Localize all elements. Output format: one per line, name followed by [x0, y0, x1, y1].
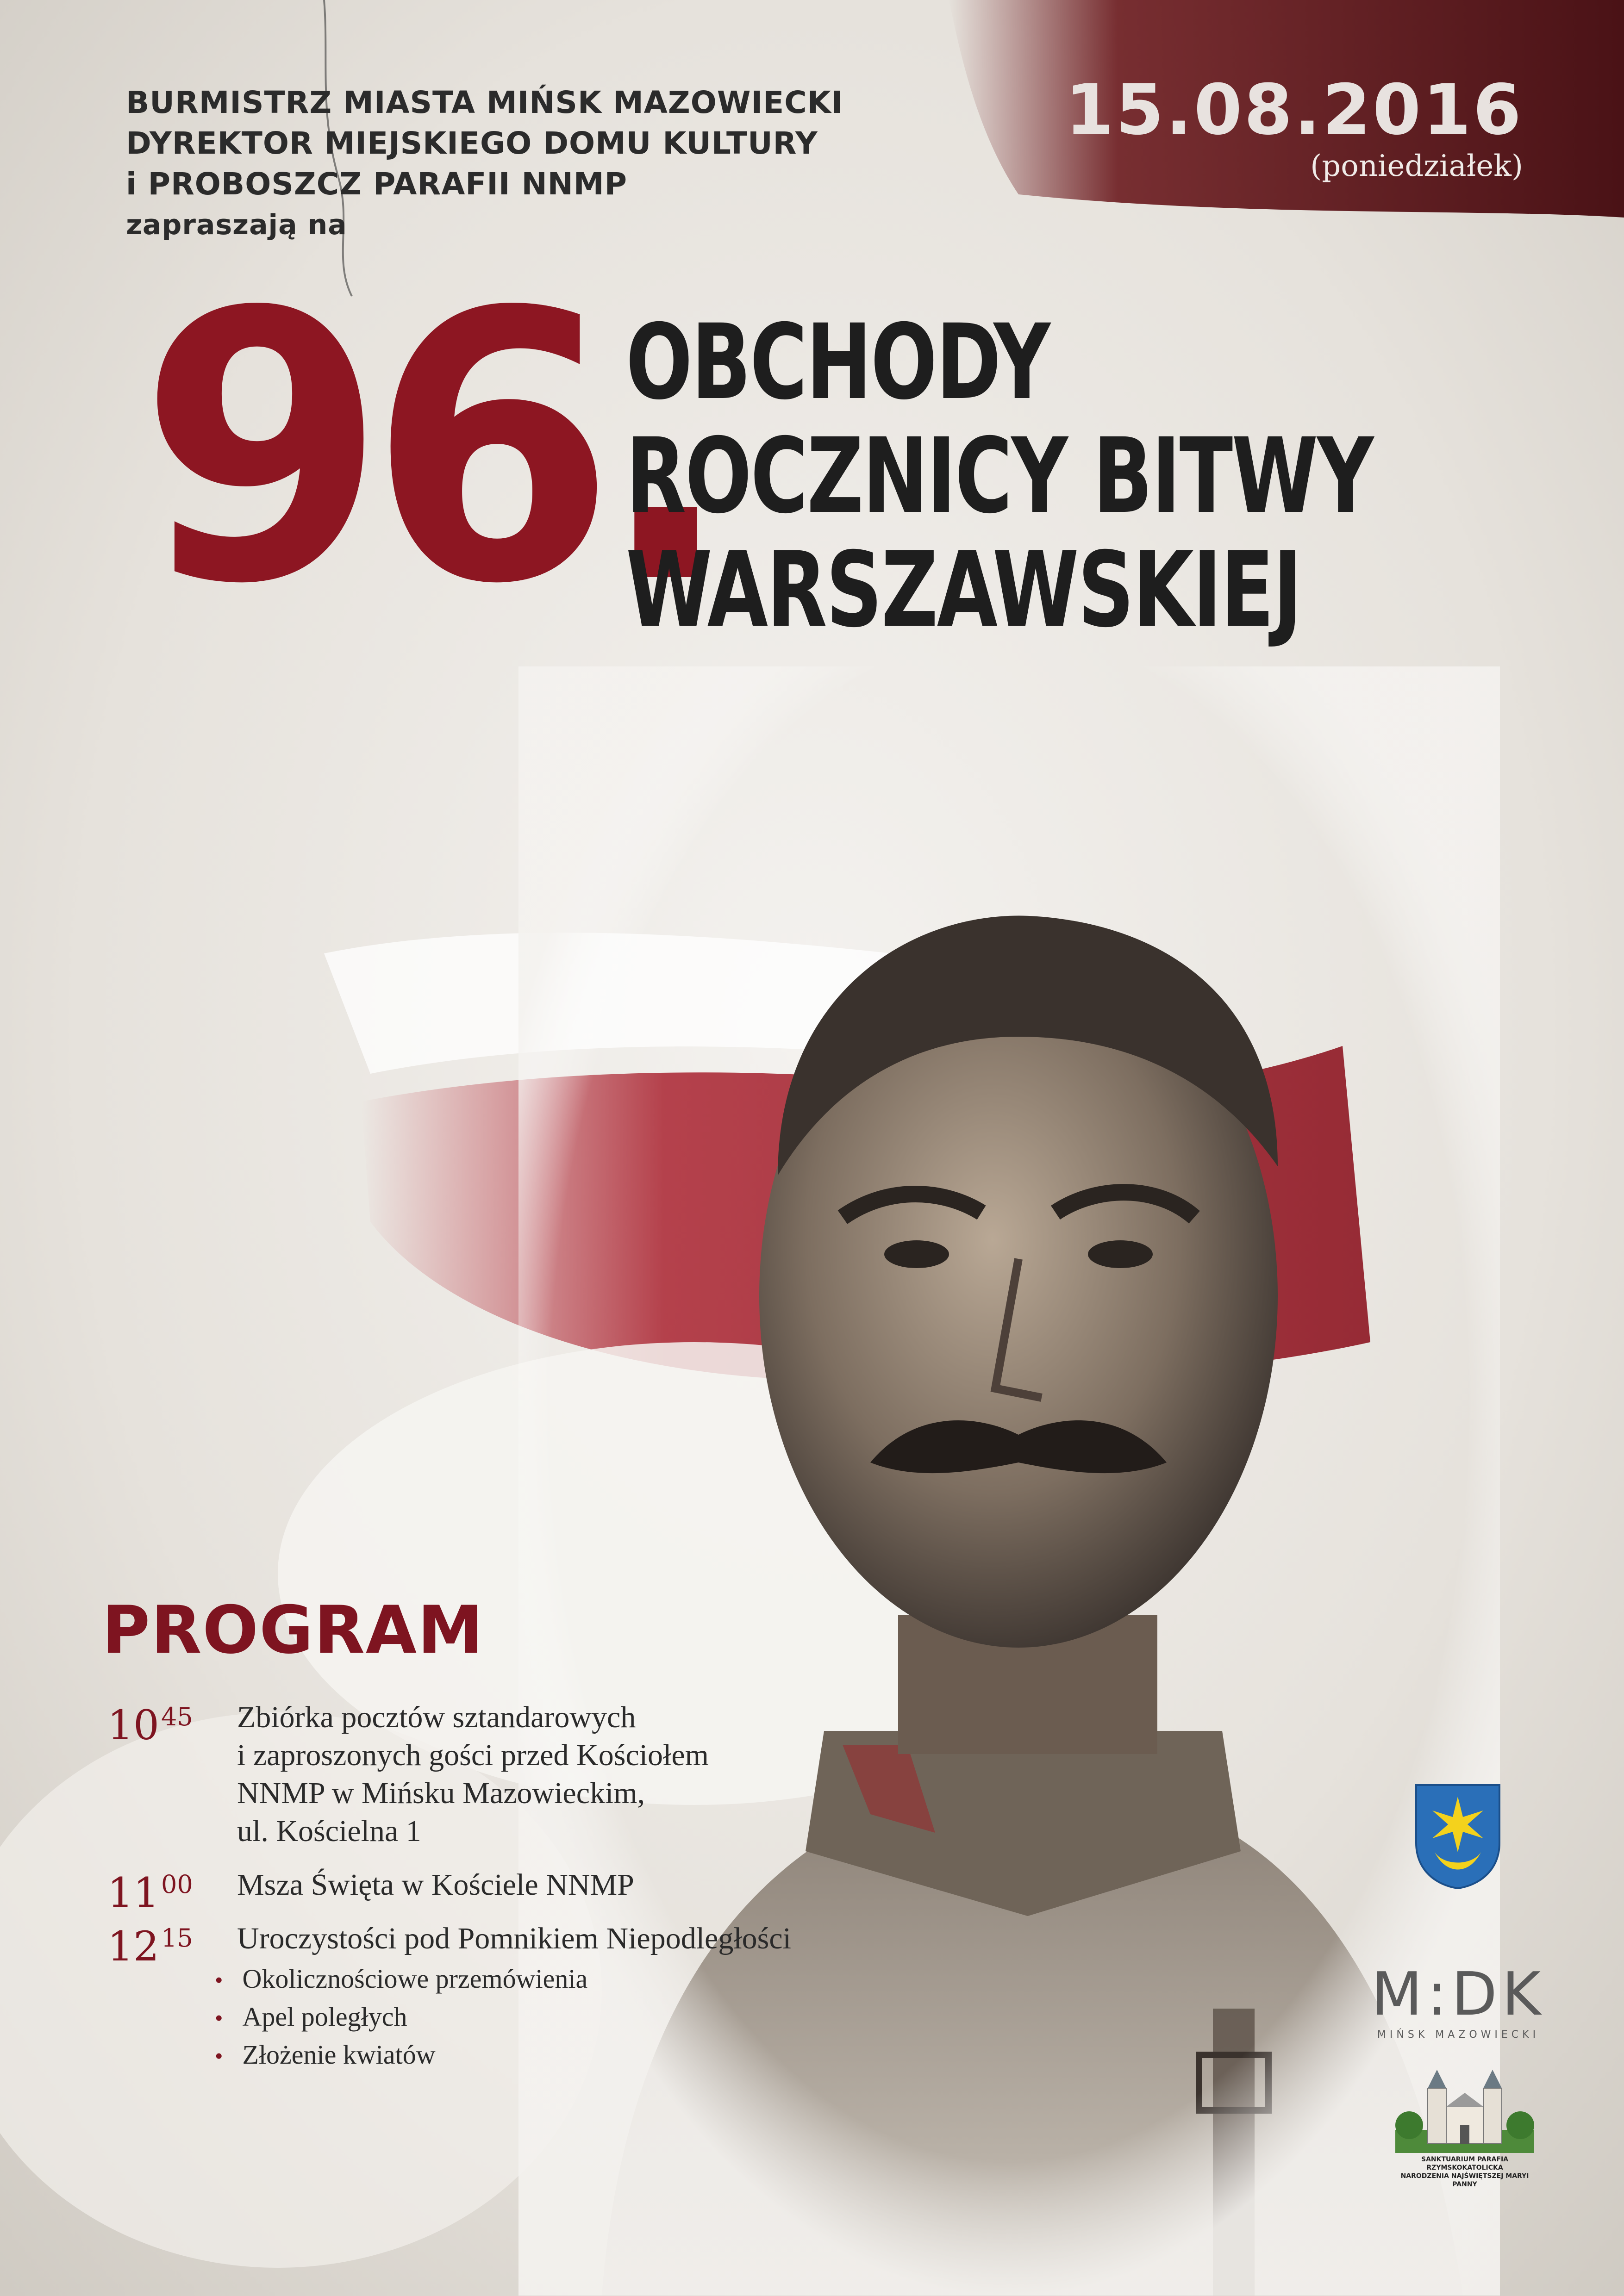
- parish-logo: [1395, 2060, 1534, 2189]
- organizer-line-1: BURMISTRZ MIASTA MIŃSK MAZOWIECKI: [126, 85, 843, 120]
- time-hour: 12: [107, 1923, 159, 1970]
- desc-line: Msza Święta w Kościele NNMP: [237, 1868, 634, 1902]
- mdk-logo: [1370, 1962, 1546, 2041]
- bullet-item: • Okolicznościowe przemówienia: [215, 1960, 941, 1998]
- title-line-1: OBCHODY: [626, 302, 1049, 423]
- invite-line: zapraszają na: [126, 209, 347, 241]
- parish-caption: [1395, 2155, 1534, 2189]
- program-heading: PROGRAM: [102, 1592, 484, 1668]
- desc-line: Zbiórka pocztów sztandarowych: [237, 1700, 636, 1734]
- program-item-2: [107, 1861, 941, 1916]
- time-hour: 11: [107, 1869, 159, 1916]
- bullet-item: • Apel poległych: [215, 1998, 941, 2036]
- program-list: [107, 1694, 941, 2085]
- title-line-2: ROCZNICY BITWY: [626, 416, 1373, 536]
- program-time-3: [107, 1915, 193, 1970]
- time-minute: 15: [161, 1923, 193, 1953]
- bullet-item: • Złożenie kwiatów: [215, 2036, 941, 2074]
- city-coat-of-arms-icon: [1414, 1783, 1502, 1890]
- program-desc-2: [237, 1861, 941, 1904]
- program-item-1: [107, 1694, 941, 1850]
- desc-line: ul. Kościelna 1: [237, 1814, 421, 1848]
- mdk-subtitle: MIŃSK MAZOWIECKI: [1377, 2029, 1540, 2041]
- organizer-line-2: DYREKTOR MIEJSKIEGO DOMU KULTURY: [126, 125, 818, 161]
- event-title: [626, 302, 1515, 650]
- program-item-3: [107, 1915, 941, 2074]
- church-building-icon: [1395, 2060, 1534, 2153]
- event-weekday: (poniedziałek): [1310, 149, 1523, 183]
- event-date-block: [1065, 68, 1523, 183]
- time-minute: 45: [161, 1702, 193, 1731]
- desc-line: i zaproszonych gości przed Kościołem: [237, 1738, 709, 1772]
- event-date: 15.08.2016: [1065, 70, 1523, 150]
- organizer-line-3: i PROBOSZCZ PARAFII NNMP: [126, 166, 627, 202]
- program-time-2: [107, 1861, 193, 1916]
- time-minute: 00: [161, 1870, 193, 1899]
- program-desc-3: [237, 1915, 941, 1958]
- time-hour: 10: [107, 1701, 159, 1749]
- desc-line: Uroczystości pod Pomnikiem Niepodległości: [237, 1922, 791, 1955]
- program-bullets: [215, 1960, 941, 2074]
- parish-caption-line: NARODZENIA NAJŚWIĘTSZEJ MARYI PANNY: [1400, 2172, 1529, 2188]
- title-line-3: WARSZAWSKIEJ: [626, 529, 1301, 650]
- program-desc-1: [237, 1694, 941, 1850]
- program-time-1: [107, 1694, 193, 1748]
- anniversary-number: 96.: [139, 233, 716, 665]
- desc-line: NNMP w Mińsku Mazowieckim,: [237, 1776, 645, 1810]
- organizers-block: [126, 82, 867, 245]
- mdk-mark: M:DK: [1371, 1960, 1546, 2029]
- parish-caption-line: SANKTUARIUM PARAFIA RZYMSKOKATOLICKA: [1421, 2156, 1508, 2172]
